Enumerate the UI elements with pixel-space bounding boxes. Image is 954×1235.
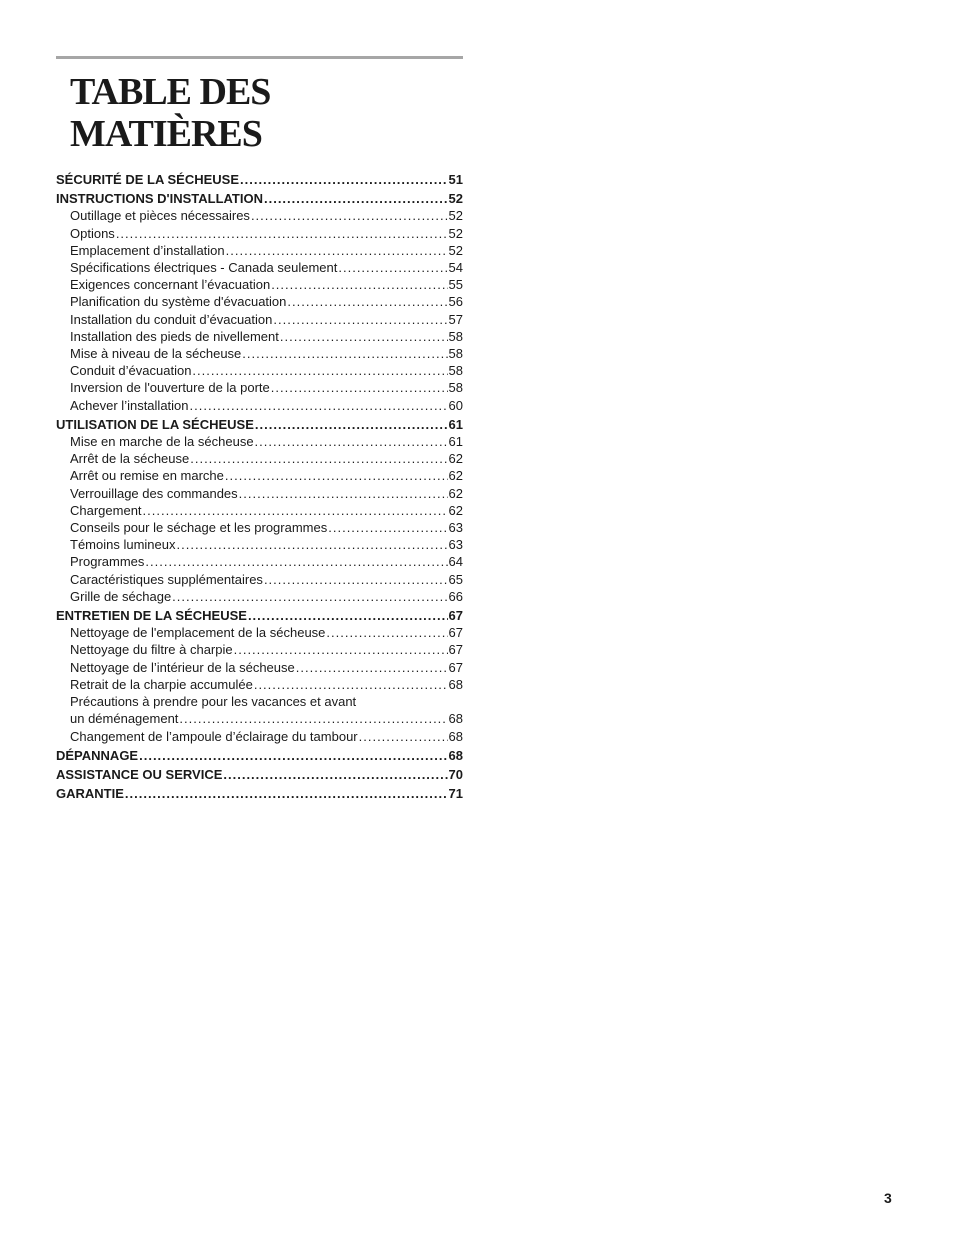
dot-leader <box>326 624 447 641</box>
dot-leader <box>192 362 447 379</box>
toc-entry-label: Chargement <box>70 502 142 518</box>
dot-leader <box>225 467 448 484</box>
dot-leader <box>280 328 448 345</box>
toc-entry-page: 52 <box>448 208 463 224</box>
dot-leader <box>226 242 448 259</box>
toc-subsection-entry <box>56 362 463 379</box>
toc-entry-label: Témoins lumineux <box>70 537 176 553</box>
toc-subsection-entry <box>56 553 463 570</box>
toc-subsection-entry <box>56 502 463 519</box>
toc-entry-page: 65 <box>448 571 463 587</box>
toc-subsection-entry <box>56 659 463 676</box>
toc-subsection-entry <box>56 311 463 328</box>
toc-subsection-entry <box>56 293 463 310</box>
dot-leader <box>223 766 447 783</box>
toc-entry-page: 55 <box>448 277 463 293</box>
toc-section-entry <box>56 785 463 802</box>
dot-leader <box>251 207 448 224</box>
toc-entry-label: Retrait de la charpie accumulée <box>70 676 253 692</box>
toc-entry-page: 52 <box>448 242 463 258</box>
toc-subsection-entry <box>56 485 463 502</box>
dot-leader <box>255 416 448 433</box>
toc-section-entry <box>56 171 463 188</box>
toc-subsection-entry <box>56 676 463 693</box>
toc-entry-label: Conseils pour le séchage et les programmes <box>70 520 328 536</box>
toc-entry-page: 67 <box>448 625 463 641</box>
toc-entry-label: Installation des pieds de nivellement <box>70 328 279 344</box>
toc-subsection-entry <box>56 433 463 450</box>
dot-leader <box>264 190 448 207</box>
toc-entry-page: 58 <box>448 363 463 379</box>
dot-leader <box>271 276 447 293</box>
toc-entry-page: 61 <box>448 416 463 432</box>
toc-subsection-entry <box>56 536 463 553</box>
toc-entry-label: Planification du système d'évacuation <box>70 294 287 310</box>
toc-section-entry <box>56 747 463 764</box>
toc-entry-label: ENTRETIEN DE LA SÉCHEUSE <box>56 608 247 624</box>
toc-entry-label: INSTRUCTIONS D'INSTALLATION <box>56 191 263 207</box>
dot-leader <box>190 397 448 414</box>
dot-leader <box>242 345 447 362</box>
toc-entry-page: 60 <box>448 397 463 413</box>
dot-leader <box>359 728 448 745</box>
toc-subsection-entry <box>56 259 463 276</box>
toc-entry-page: 62 <box>448 451 463 467</box>
dot-leader <box>248 607 448 624</box>
toc-entry-label: Grille de séchage <box>70 588 172 604</box>
toc-entry-label: UTILISATION DE LA SÉCHEUSE <box>56 416 254 432</box>
toc-entry-page: 68 <box>448 676 463 692</box>
toc-subsection-entry <box>56 693 463 727</box>
dot-leader <box>287 293 447 310</box>
toc-entry-page: 70 <box>448 766 463 782</box>
toc-section-entry <box>56 416 463 433</box>
toc-entry-page: 58 <box>448 380 463 396</box>
toc-entry-label-line1: Précautions à prendre pour les vacances et avant <box>70 694 357 710</box>
dot-leader <box>179 710 447 727</box>
toc-entry-page: 67 <box>448 642 463 658</box>
toc-entry-page: 52 <box>448 225 463 241</box>
toc-entry-label: Caractéristiques supplémentaires <box>70 571 263 587</box>
toc-entry-label: Nettoyage de l’intérieur de la sécheuse <box>70 659 295 675</box>
toc-entry-page: 58 <box>448 328 463 344</box>
toc-entry-page: 63 <box>448 520 463 536</box>
dot-leader <box>264 571 448 588</box>
dot-leader <box>255 433 448 450</box>
toc-entry-label: Emplacement d’installation <box>70 242 225 258</box>
toc-subsection-entry <box>56 641 463 658</box>
toc-entry-label: Spécifications électriques - Canada seulement <box>70 260 338 276</box>
toc-entries <box>56 171 463 802</box>
dot-leader <box>296 659 448 676</box>
toc-section-entry <box>56 607 463 624</box>
toc-entry-label: DÉPANNAGE <box>56 747 139 763</box>
toc-entry-label: Options <box>70 225 115 241</box>
toc-entry-page: 67 <box>448 608 463 624</box>
toc-entry-label: Arrêt ou remise en marche <box>70 468 224 484</box>
toc-entry-label: Nettoyage de l'emplacement de la sécheuse <box>70 625 326 641</box>
toc-subsection-entry <box>56 328 463 345</box>
toc-section-entry <box>56 190 463 207</box>
toc-entry-label: Installation du conduit d’évacuation <box>70 311 273 327</box>
dot-leader <box>234 641 448 658</box>
toc-entry-label: Changement de l’ampoule d’éclairage du tambour <box>70 728 358 744</box>
dot-leader <box>273 311 447 328</box>
toc-entry-page: 71 <box>448 786 463 802</box>
toc-subsection-entry <box>56 728 463 745</box>
toc-subsection-entry <box>56 276 463 293</box>
toc-entry-page: 67 <box>448 659 463 675</box>
dot-leader <box>328 519 447 536</box>
dot-leader <box>240 171 448 188</box>
toc-entry-label: Inversion de l'ouverture de la porte <box>70 380 270 396</box>
toc-entry-label: ASSISTANCE OU SERVICE <box>56 766 223 782</box>
toc-entry-page: 54 <box>448 260 463 276</box>
toc-section-entry <box>56 766 463 783</box>
toc-subsection-entry <box>56 397 463 414</box>
toc-subsection-entry <box>56 242 463 259</box>
page-title: TABLE DES MATIÈRES <box>70 71 271 155</box>
toc-subsection-entry <box>56 225 463 242</box>
toc-entry-label: Exigences concernant l’évacuation <box>70 277 271 293</box>
dot-leader <box>116 225 448 242</box>
toc-entry-page: 57 <box>448 311 463 327</box>
toc-entry-page: 68 <box>448 711 463 727</box>
dot-leader <box>190 450 447 467</box>
toc-subsection-entry <box>56 519 463 536</box>
dot-leader <box>239 485 448 502</box>
toc-entry-page: 62 <box>448 468 463 484</box>
toc-subsection-entry <box>56 588 463 605</box>
dot-leader <box>177 536 448 553</box>
toc-entry-label: un déménagement <box>70 711 179 727</box>
toc-entry-page: 62 <box>448 502 463 518</box>
toc-entry-page: 68 <box>448 728 463 744</box>
toc-entry-page: 63 <box>448 537 463 553</box>
toc-entry-label: Mise à niveau de la sécheuse <box>70 346 242 362</box>
toc-entry-label: Arrêt de la sécheuse <box>70 451 190 467</box>
table-of-contents <box>56 56 463 802</box>
dot-leader <box>172 588 447 605</box>
dot-leader <box>145 553 447 570</box>
toc-subsection-entry <box>56 450 463 467</box>
page-number: 3 <box>884 1190 892 1206</box>
dot-leader <box>338 259 447 276</box>
toc-entry-label: Programmes <box>70 554 145 570</box>
toc-entry-page: 61 <box>448 434 463 450</box>
toc-entry-label: Achever l’installation <box>70 397 189 413</box>
toc-subsection-entry <box>56 467 463 484</box>
toc-entry-page: 58 <box>448 346 463 362</box>
toc-entry-page: 68 <box>448 747 463 763</box>
toc-subsection-entry <box>56 207 463 224</box>
toc-entry-label: Conduit d’évacuation <box>70 363 192 379</box>
toc-entry-page: 56 <box>448 294 463 310</box>
toc-subsection-entry <box>56 345 463 362</box>
dot-leader <box>139 747 447 764</box>
toc-entry-page: 62 <box>448 485 463 501</box>
toc-entry-page: 52 <box>448 191 463 207</box>
dot-leader <box>254 676 448 693</box>
toc-entry-label: Nettoyage du filtre à charpie <box>70 642 233 658</box>
toc-subsection-entry <box>56 379 463 396</box>
toc-entry-label: SÉCURITÉ DE LA SÉCHEUSE <box>56 172 239 187</box>
toc-entry-label: Verrouillage des commandes <box>70 485 238 501</box>
toc-entry-page: 66 <box>448 588 463 604</box>
toc-entry-label: GARANTIE <box>56 786 124 802</box>
dot-leader <box>143 502 448 519</box>
toc-entry-label: Mise en marche de la sécheuse <box>70 434 254 450</box>
top-rule <box>56 56 463 59</box>
toc-entry-page: 64 <box>448 554 463 570</box>
toc-subsection-entry <box>56 624 463 641</box>
toc-subsection-entry <box>56 571 463 588</box>
toc-entry-label: Outillage et pièces nécessaires <box>70 208 250 224</box>
toc-entry-page: 51 <box>448 172 463 187</box>
dot-leader <box>271 379 448 396</box>
dot-leader <box>125 785 448 802</box>
